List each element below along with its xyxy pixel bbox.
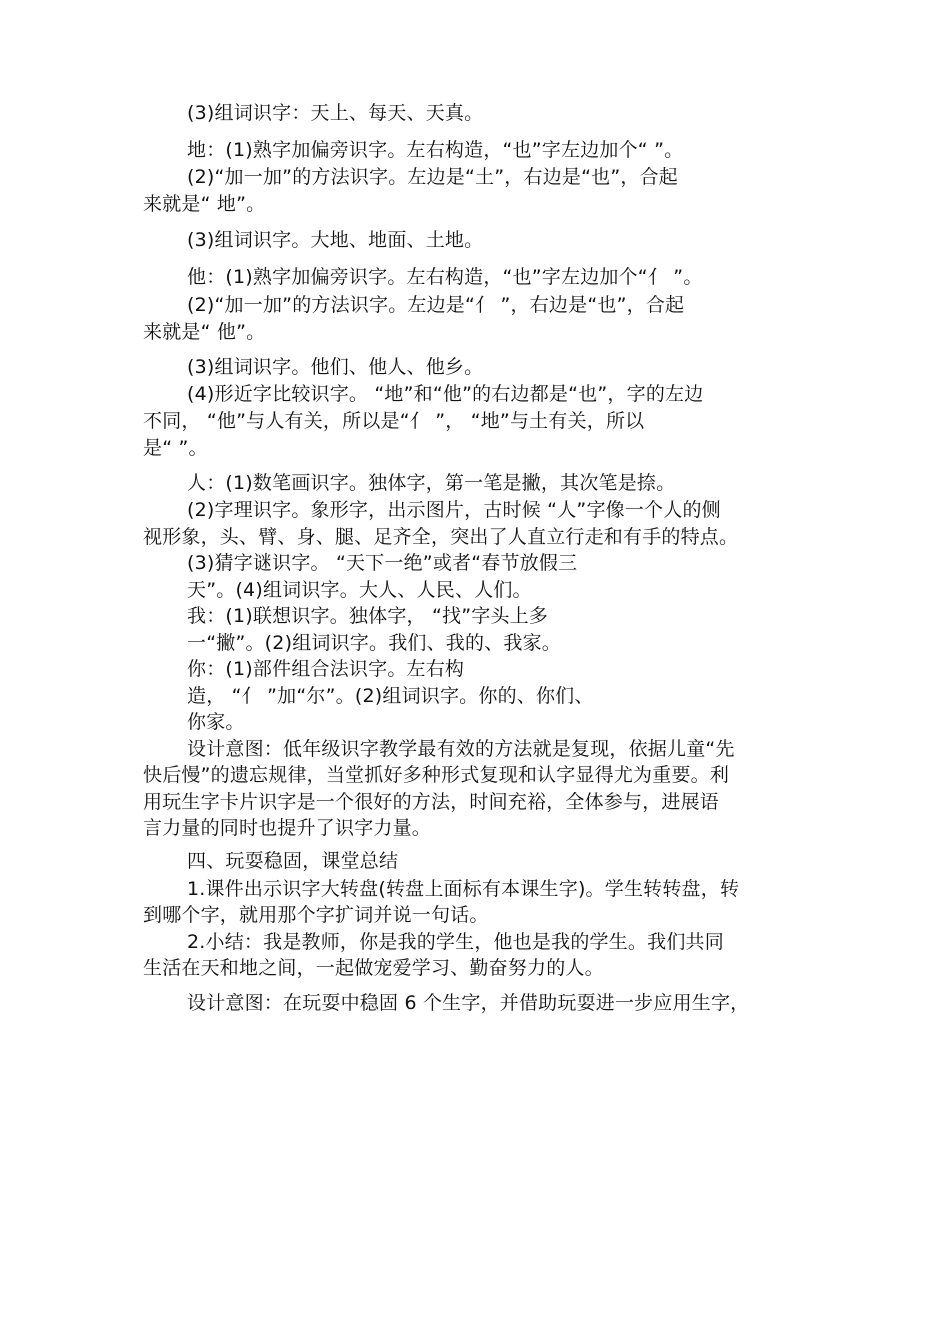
text-line: 来就是“ 地”。 [143,193,266,215]
text-line: (4)形近字比较识字。 “地”和“他”的右边都是“也”，字的左边 [187,383,704,405]
text-line: 你家。 [187,711,245,733]
text-line: 言力量的同时也提升了识字力量。 [143,817,432,839]
text-line: 来就是“ 他”。 [143,321,266,343]
text-line: (3)组词识字。他们、他人、他乡。 [187,356,484,378]
text-line: 生活在天和地之间，一起做宠爱学习、勤奋努力的人。 [143,957,604,979]
text-line: (2)字理识字。象形字，出示图片，古时候 “人”字像一个人的侧 [187,499,721,521]
text-line: 你：(1)部件组合法识字。左右构 [187,658,465,680]
text-line: 是“ ”。 [143,437,208,459]
text-line: 不同， “他”与人有关，所以是“亻 ”， “地”与土有关，所以 [143,410,645,432]
text-line: 他：(1)熟字加偏旁识字。左右构造，“也”字左边加个“亻 ”。 [187,266,703,288]
text-line: 我：(1)联想识字。独体字， “找”字头上多 [187,605,549,627]
text-line: 设计意图：在玩耍中稳固 6 个生字，并借助玩耍进一步应用生字， [187,992,750,1014]
section-heading: 四、玩耍稳固，课堂总结 [187,850,399,872]
text-line: (3)组词识字：天上、每天、天真。 [187,102,484,124]
text-line: 一“撇”。(2)组词识字。我们、我的、我家。 [187,632,562,654]
text-line: 用玩生字卡片识字是一个很好的方法，时间充裕，全体参与，进展语 [143,791,720,813]
text-line: 2.小结：我是教师，你是我的学生，他也是我的学生。我们共同 [187,931,724,953]
text-line: 地：(1)熟字加偏旁识字。左右构造，“也”字左边加个“ ”。 [187,139,684,161]
text-line: 到哪个字，就用那个字扩词并说一句话。 [143,904,489,926]
text-line: 设计意图：低年级识字教学最有效的方法就是复现，依据儿童“先 [187,738,735,760]
text-line: 天”。(4)组词识字。大人、人民、人们。 [187,579,532,601]
text-line: 人：(1)数笔画识字。独体字，第一笔是撇，其次笔是捺。 [187,472,676,494]
text-line: 视形象，头、臂、身、腿、足齐全，突出了人直立行走和有手的特点。 [143,526,739,548]
text-line: 快后慢”的遗忘规律，当堂抓好多种形式复现和认字显得尤为重要。利 [143,764,730,786]
text-line: (2)“加一加”的方法识字。左边是“土”，右边是“也”，合起 [187,166,678,188]
text-line: (3)猜字谜识字。 “天下一绝”或者“春节放假三 [187,552,578,574]
text-line: 1.课件出示识字大转盘(转盘上面标有本课生字)。学生转转盘，转 [187,878,740,900]
text-line: (2)“加一加”的方法识字。左边是“亻 ”，右边是“也”，合起 [187,294,685,316]
text-line: 造， “亻 ”加“尔”。(2)组词识字。你的、你们、 [187,685,594,707]
text-line: (3)组词识字。大地、地面、土地。 [187,229,484,251]
